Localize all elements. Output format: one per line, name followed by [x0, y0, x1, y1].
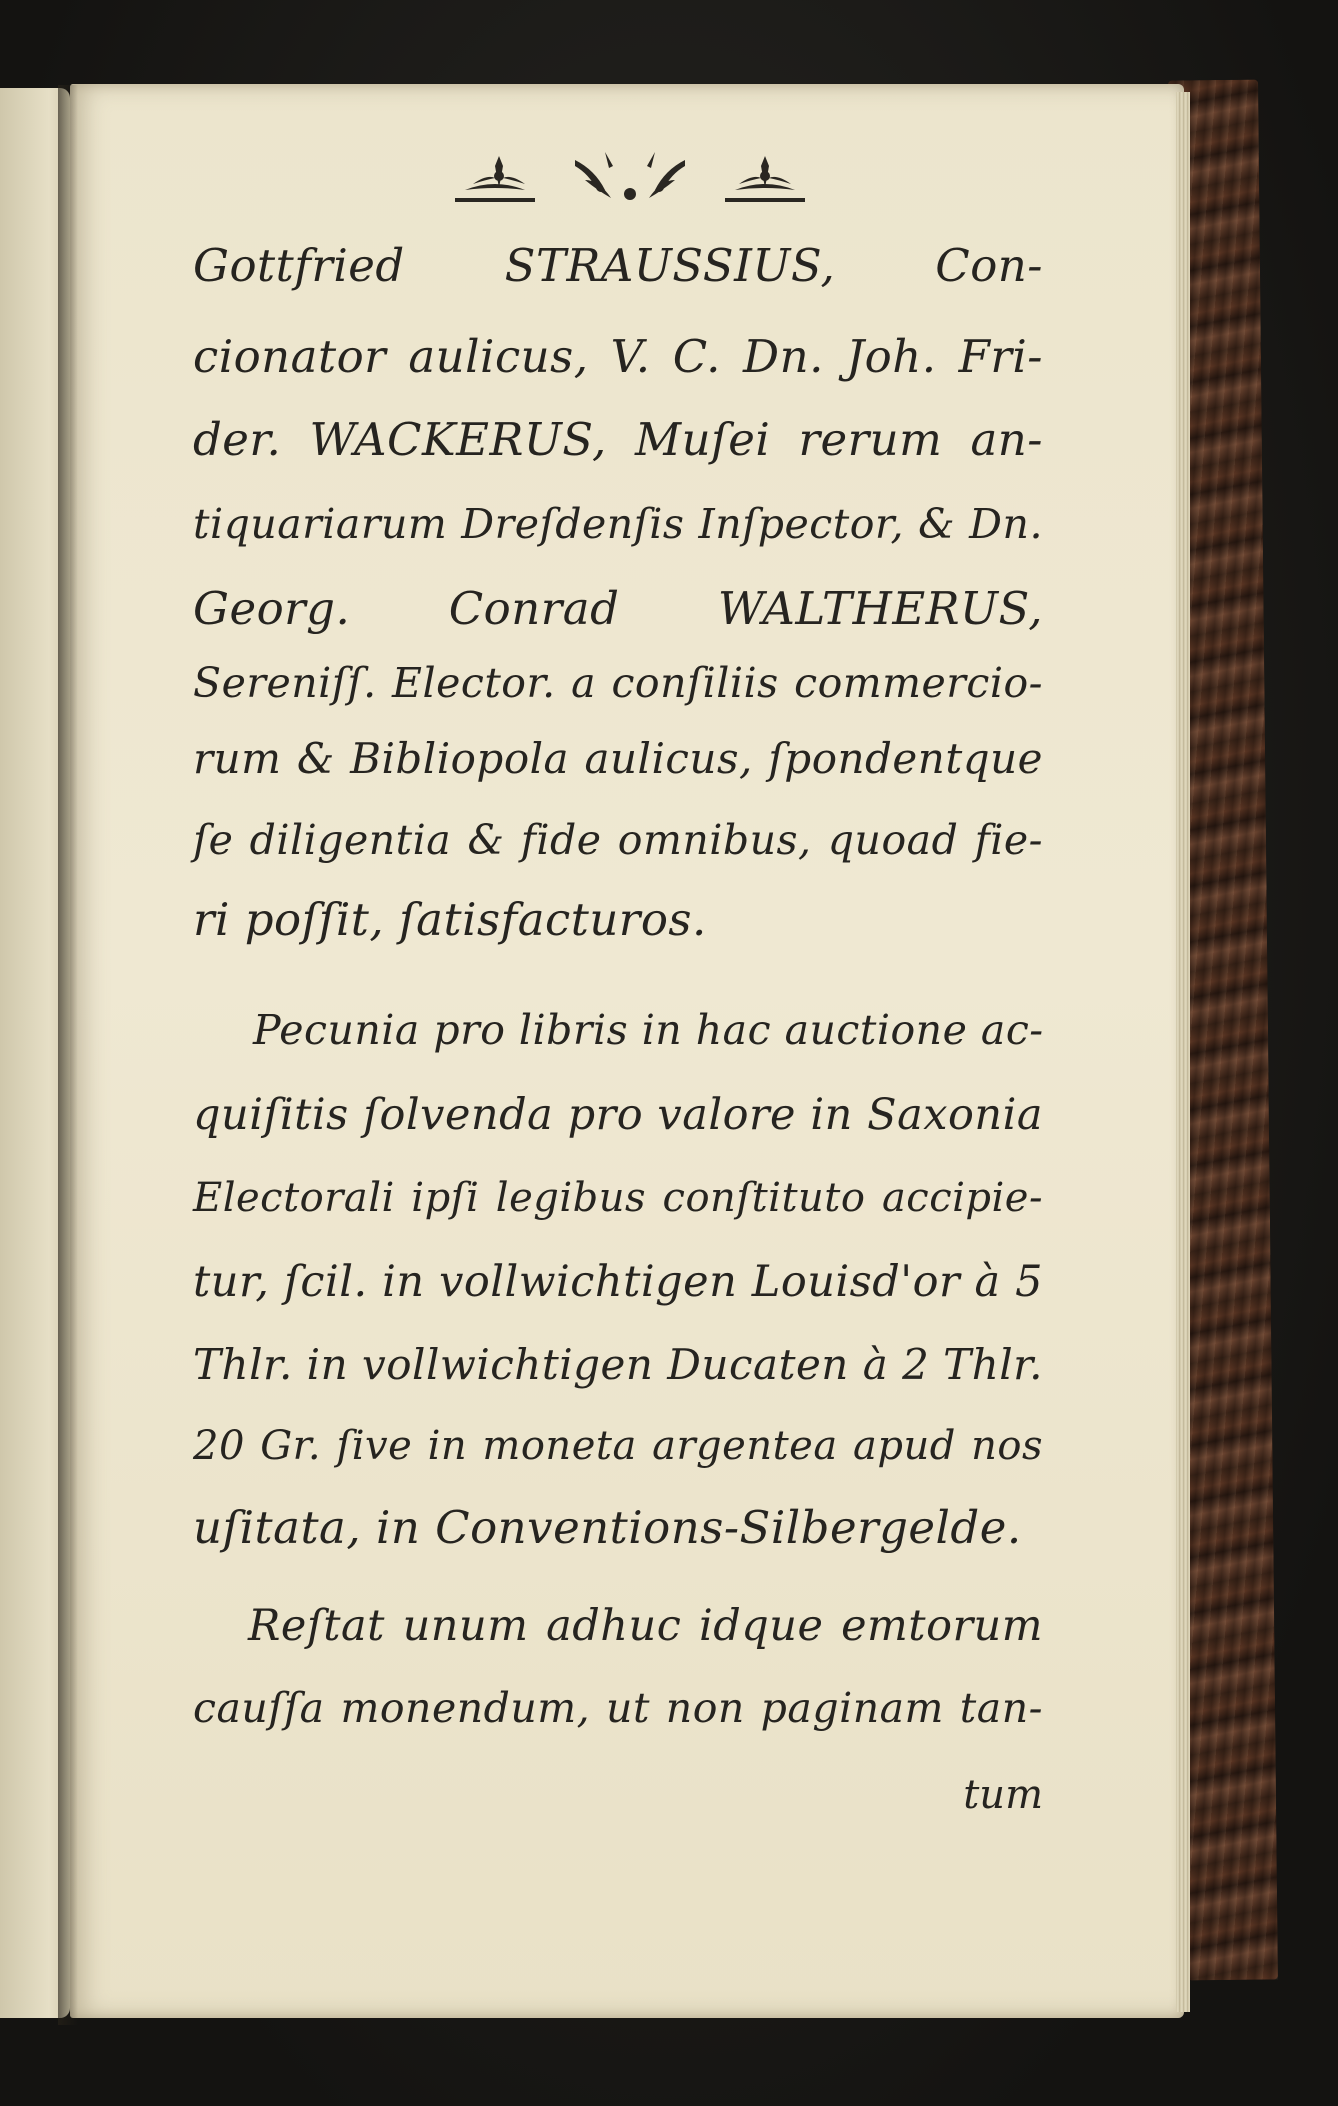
text-line: Electorali ipſi legibus conſtituto accipie-	[193, 1175, 1043, 1221]
text-line: rum & Bibliopola aulicus, ſpondentque	[193, 734, 1043, 783]
text-line: quiſitis ſolvenda pro valore in Saxonia	[193, 1090, 1043, 1140]
page-stack-edge	[1176, 92, 1190, 2012]
text-line: Georg. Conrad WALTHERUS,	[193, 582, 1043, 635]
printers-ornament	[455, 146, 805, 208]
text-line: Thlr. in vollwichtigen Ducaten à 2 Thlr.	[193, 1340, 1043, 1389]
text-line: tur, ſcil. in vollwichtigen Louisd'or à 5	[193, 1257, 1043, 1307]
text-line: cauſſa monendum, ut non paginam tan-	[193, 1684, 1043, 1732]
gutter-shadow	[58, 85, 78, 2025]
text-line: tiquariarum Dreſdenſis Inſpector, & Dn.	[193, 500, 1043, 548]
text-line: Pecunia pro libris in hac auctione ac-	[253, 1006, 1044, 1054]
text-line: der. WACKERUS, Muſei rerum an-	[193, 413, 1043, 466]
text-line: Gottfried STRAUSSIUS, Con-	[193, 239, 1043, 292]
text-line: Sereniſſ. Elector. a conſiliis commercio-	[193, 659, 1043, 707]
text-line: uſitata, in Conventions-Silbergelde.	[193, 1501, 1022, 1554]
catchword: tum	[963, 1772, 1043, 1818]
text-line: 20 Gr. ſive in moneta argentea apud nos	[193, 1423, 1043, 1469]
text-line: ſe diligentia & fide omnibus, quoad fie-	[193, 816, 1043, 864]
text-line: Reſtat unum adhuc idque emtorum	[248, 1601, 1043, 1651]
text-line: ri poſſit, ſatisfacturos.	[193, 893, 707, 946]
text-line: cionator aulicus, V. C. Dn. Joh. Fri-	[193, 330, 1043, 383]
